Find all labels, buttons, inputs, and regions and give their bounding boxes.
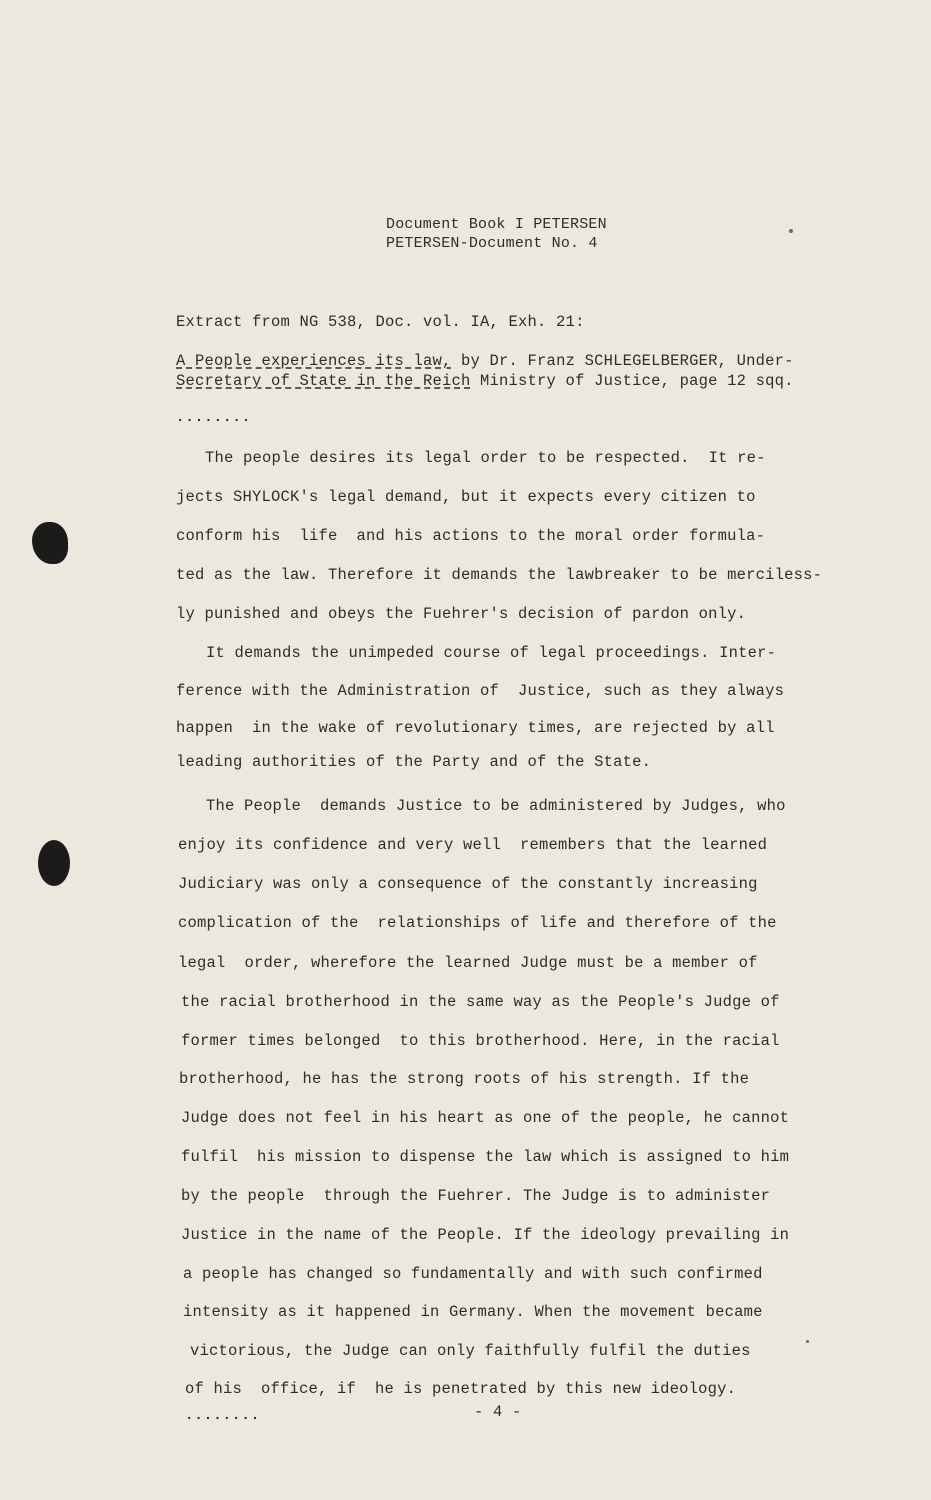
body-line: ference with the Administration of Justice, such as they always	[176, 682, 785, 700]
body-line: Justice in the name of the People. If the ideology prevailing in	[181, 1226, 790, 1244]
body-line: the racial brotherhood in the same way as the People's Judge of	[181, 993, 780, 1011]
ellipsis-top: ........	[176, 410, 252, 426]
title-underlined-part: A People experiences its law,	[176, 352, 452, 370]
body-line: intensity as it happened in Germany. When the movement became	[183, 1303, 763, 1321]
body-line: by the people through the Fuehrer. The Judge is to administer	[181, 1187, 771, 1205]
speck	[806, 1340, 809, 1343]
punch-hole-lower	[38, 840, 70, 886]
title-line2-underlined: Secretary of State in the Reich	[176, 372, 471, 390]
extract-title-line-1	[176, 352, 794, 370]
header-line-2: PETERSEN-Document No. 4	[386, 235, 598, 252]
header-line-1: Document Book I PETERSEN	[386, 216, 607, 233]
body-line: ted as the law. Therefore it demands the lawbreaker to be merciless-	[176, 566, 823, 584]
body-line: victorious, the Judge can only faithfully fulfil the duties	[190, 1342, 751, 1360]
body-line: jects SHYLOCK's legal demand, but it expects every citizen to	[176, 488, 756, 506]
speck	[789, 229, 793, 233]
extract-title-line-2	[176, 372, 794, 390]
body-line: It demands the unimpeded course of legal proceedings. Inter-	[206, 644, 777, 662]
title-line2-rest: Ministry of Justice, page 12 sqq.	[470, 372, 794, 390]
body-line: Judge does not feel in his heart as one of the people, he cannot	[181, 1109, 790, 1127]
body-line: fulfil his mission to dispense the law which is assigned to him	[181, 1148, 790, 1166]
body-line: of his office, if he is penetrated by this new ideology.	[185, 1380, 737, 1398]
body-line: brotherhood, he has the strong roots of his strength. If the	[179, 1070, 750, 1088]
body-line: The people desires its legal order to be respected. It re-	[205, 449, 766, 467]
body-line: enjoy its confidence and very well remembers that the learned	[178, 836, 768, 854]
ellipsis-bottom: ........	[185, 1408, 261, 1424]
page-number: - 4 -	[474, 1403, 522, 1421]
body-line: a people has changed so fundamentally and with such confirmed	[183, 1265, 763, 1283]
body-line: ly punished and obeys the Fuehrer's decision of pardon only.	[176, 605, 747, 623]
body-line: happen in the wake of revolutionary times, are rejected by all	[176, 719, 775, 737]
body-line: legal order, wherefore the learned Judge must be a member of	[178, 954, 758, 972]
body-line: complication of the relationships of life and therefore of the	[178, 914, 777, 932]
punch-hole-upper	[32, 522, 68, 564]
body-line: leading authorities of the Party and of the State.	[176, 753, 652, 771]
extract-source: Extract from NG 538, Doc. vol. IA, Exh. 21:	[176, 313, 585, 331]
title-rest-part: by Dr. Franz SCHLEGELBERGER, Under-	[451, 352, 794, 370]
body-line: conform his life and his actions to the moral order formula-	[176, 527, 766, 545]
body-line: The People demands Justice to be administered by Judges, who	[206, 797, 786, 815]
body-line: Judiciary was only a consequence of the constantly increasing	[178, 875, 758, 893]
body-line: former times belonged to this brotherhood. Here, in the racial	[181, 1032, 780, 1050]
